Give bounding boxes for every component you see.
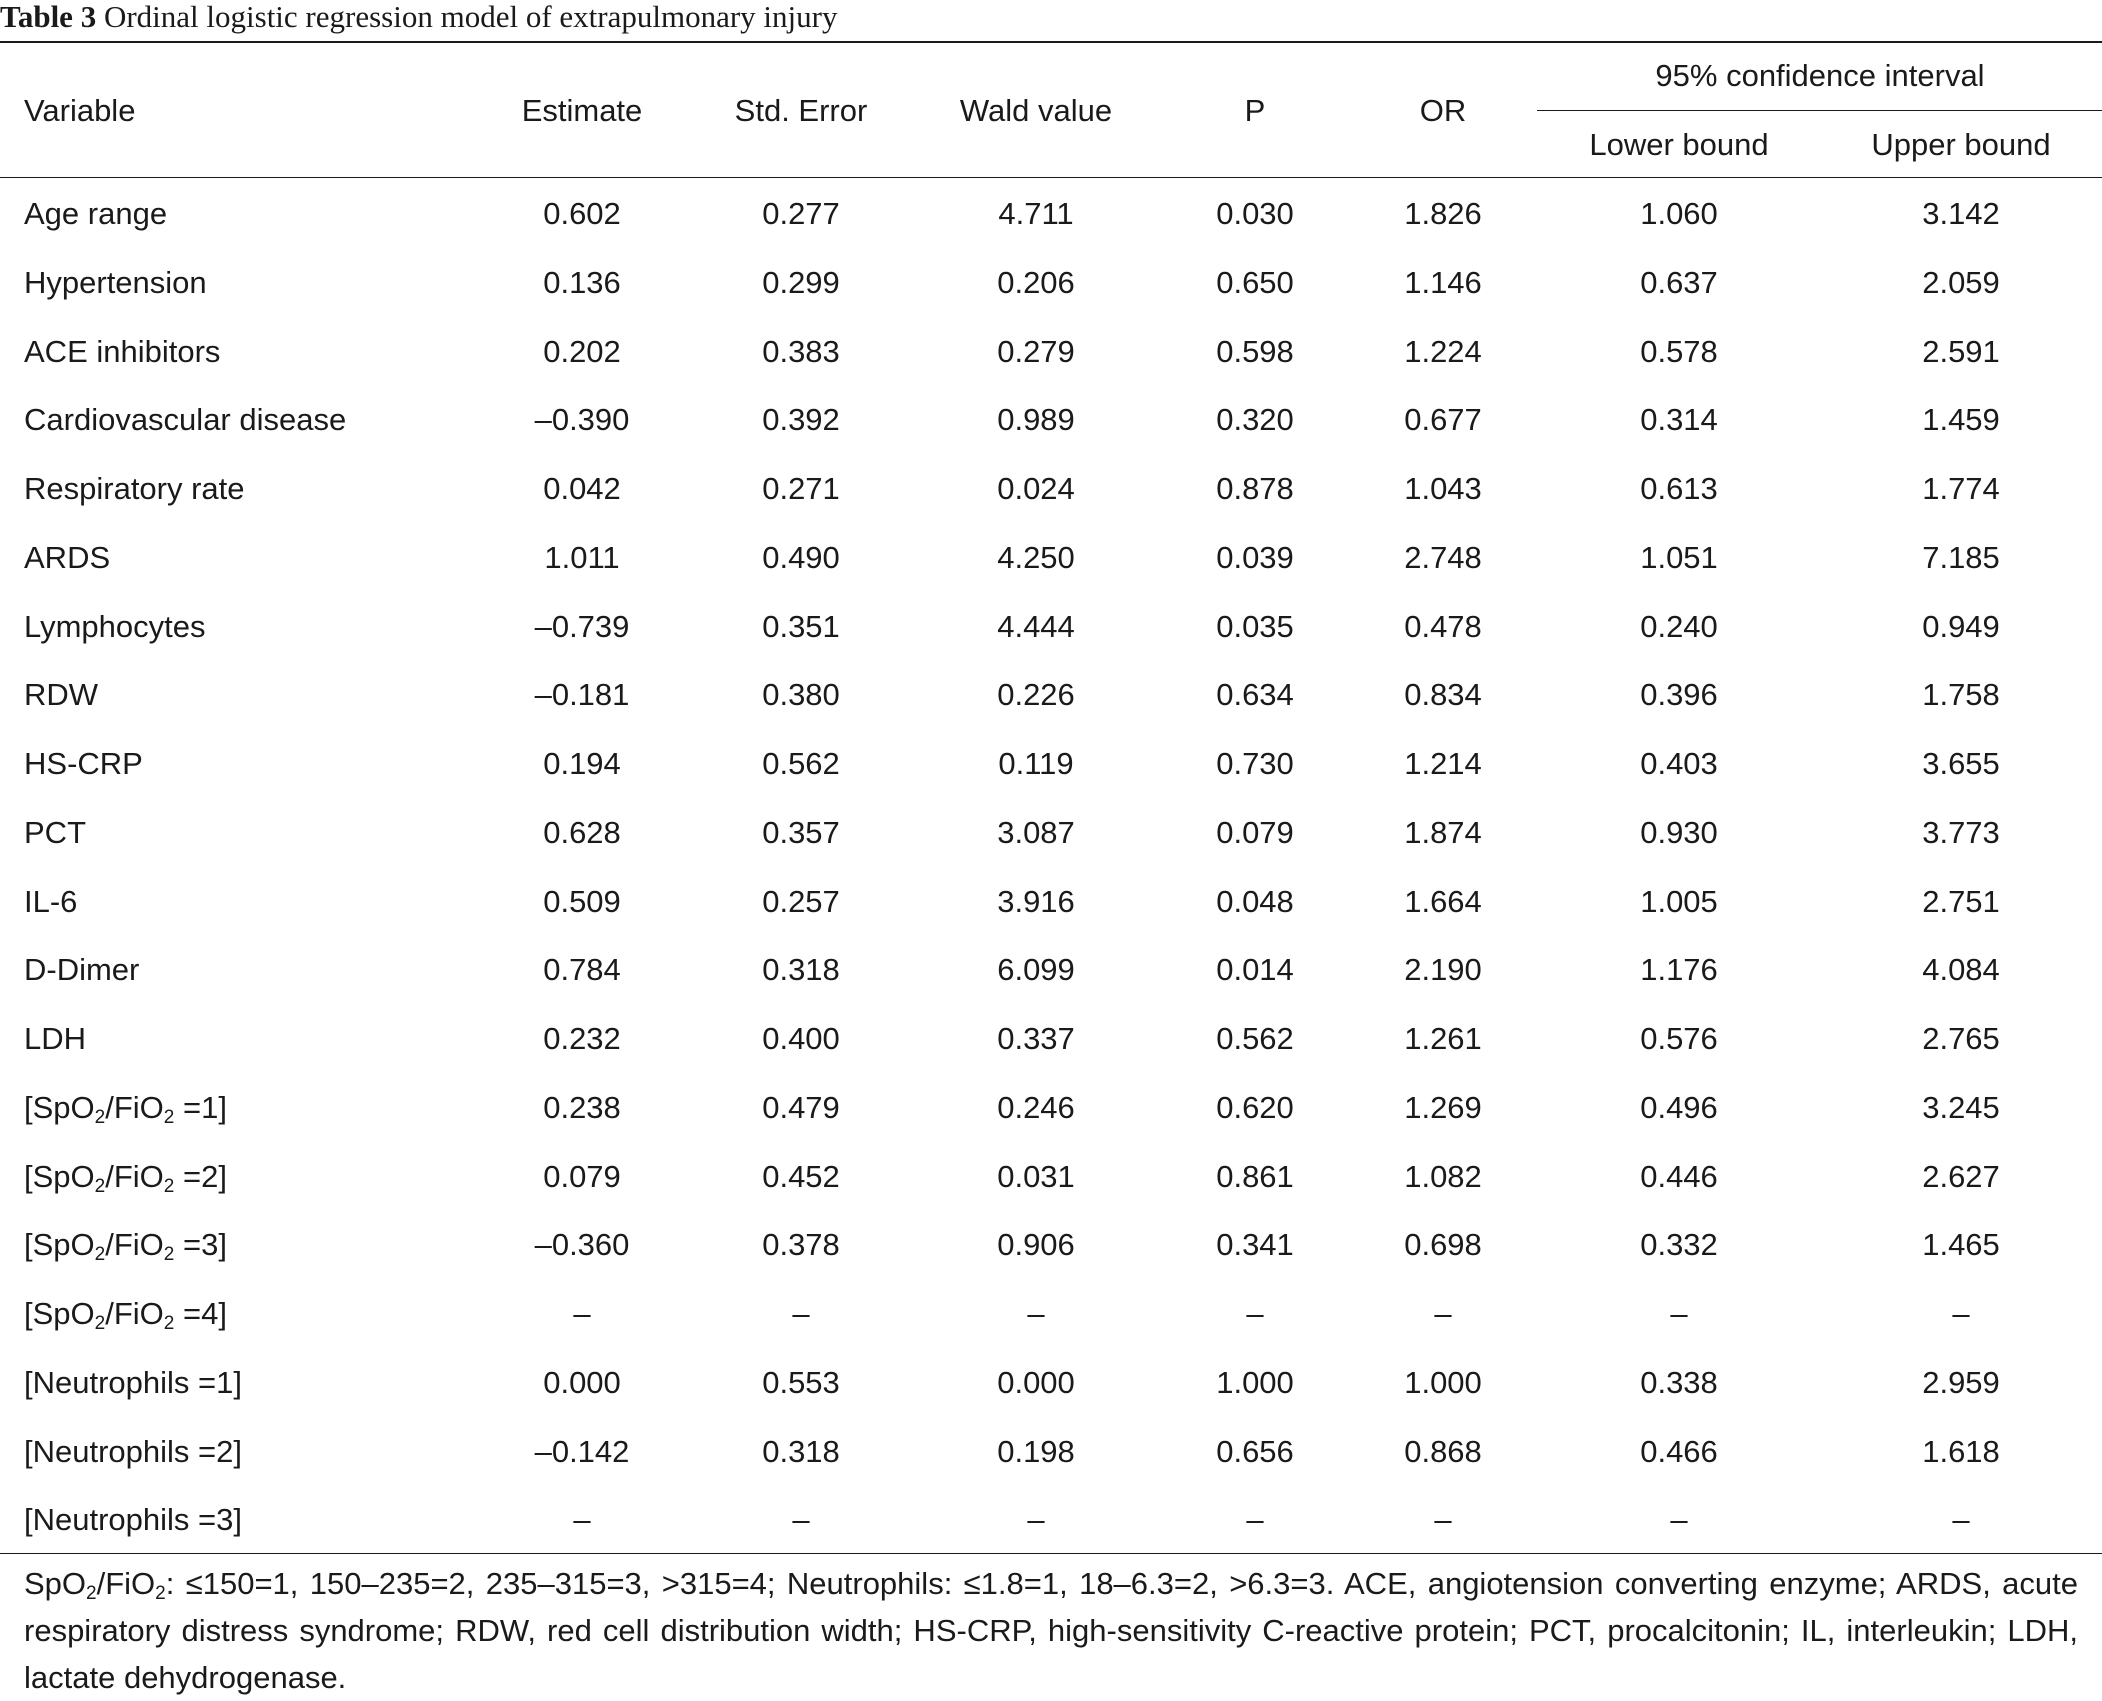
cell-or: 1.874	[1404, 815, 1482, 850]
cell-variable: ARDS	[24, 540, 111, 575]
cell-lower-bound: 1.051	[1640, 540, 1718, 575]
cell-upper-bound: 2.627	[1922, 1159, 2000, 1194]
header-lower-bound: Lower bound	[1589, 127, 1769, 162]
cell-estimate: 0.784	[543, 952, 621, 987]
cell-p: 0.341	[1216, 1227, 1294, 1262]
cell-std-error: 0.562	[762, 746, 840, 781]
cell-or: 1.261	[1404, 1021, 1482, 1056]
cell-p: 1.000	[1216, 1365, 1294, 1400]
table-caption-label: Table 3	[0, 0, 97, 34]
cell-estimate: 0.000	[543, 1365, 621, 1400]
cell-upper-bound: 3.773	[1922, 815, 2000, 850]
header-std-error: Std. Error	[734, 93, 868, 128]
cell-variable: [SpO$_2$/FiO$_2$ =3]	[24, 1227, 227, 1265]
cell-wald-value: 0.000	[997, 1365, 1075, 1400]
cell-upper-bound: 3.655	[1922, 746, 2000, 781]
cell-std-error: 0.553	[762, 1365, 840, 1400]
cell-p: 0.650	[1216, 265, 1294, 300]
cell-wald-value: 3.087	[997, 815, 1075, 850]
header-estimate: Estimate	[521, 93, 643, 128]
cell-upper-bound: 1.459	[1922, 402, 2000, 437]
cell-or: 1.826	[1404, 196, 1482, 231]
cell-variable: ACE inhibitors	[24, 334, 221, 369]
cell-or: 2.748	[1404, 540, 1482, 575]
header-variable: Variable	[24, 93, 136, 128]
cell-lower-bound: –	[1670, 1502, 1688, 1537]
cell-upper-bound: 3.142	[1922, 196, 2000, 231]
cell-variable: Age range	[24, 196, 168, 231]
cell-estimate: 0.136	[543, 265, 621, 300]
cell-std-error: 0.380	[762, 677, 840, 712]
cell-std-error: 0.299	[762, 265, 840, 300]
cell-variable: [SpO$_2$/FiO$_2$ =4]	[24, 1296, 227, 1334]
cell-variable: D-Dimer	[24, 952, 140, 987]
cell-estimate: 0.238	[543, 1090, 621, 1125]
cell-lower-bound: 0.613	[1640, 471, 1718, 506]
table-footnote	[24, 1560, 2078, 1701]
cell-upper-bound: –	[1952, 1502, 1970, 1537]
cell-p: 0.079	[1216, 815, 1294, 850]
cell-wald-value: 0.279	[997, 334, 1075, 369]
cell-std-error: 0.400	[762, 1021, 840, 1056]
cell-wald-value: 4.711	[998, 196, 1074, 231]
cell-or: 0.834	[1404, 677, 1482, 712]
cell-variable: Cardiovascular disease	[24, 402, 347, 437]
cell-p: 0.598	[1216, 334, 1294, 369]
cell-upper-bound: 2.959	[1922, 1365, 2000, 1400]
cell-lower-bound: 0.332	[1640, 1227, 1718, 1262]
cell-p: 0.320	[1216, 402, 1294, 437]
cell-variable: PCT	[24, 815, 86, 850]
cell-wald-value: –	[1027, 1296, 1045, 1331]
cell-or: 1.214	[1404, 746, 1482, 781]
cell-estimate: 1.011	[544, 540, 620, 575]
cell-wald-value: –	[1027, 1502, 1045, 1537]
cell-lower-bound: 0.338	[1640, 1365, 1718, 1400]
footnote-text: SpO$_2$/FiO$_2$: ≤150=1, 150–235=2, 235–315=3, >315=4; Neutrophils: ≤1.8=1, 18–6.3=2, >6.3=3. ACE, angiotension converting enzyme; ARDS, acute respiratory distress syndrome; RDW, red cell distribution width; HS-CRP, high-sensitivity C-reactive protein; PCT, procalcitonin; IL, interleukin; LDH, lactate dehydrogenase.	[24, 1566, 2078, 1695]
cell-p: 0.039	[1216, 540, 1294, 575]
table-bottom-rule	[0, 1553, 2102, 1554]
cell-upper-bound: 2.751	[1922, 884, 2000, 919]
cell-variable: [Neutrophils =2]	[24, 1434, 242, 1469]
cell-lower-bound: 0.240	[1640, 609, 1718, 644]
cell-estimate: 0.079	[543, 1159, 621, 1194]
cell-variable: HS-CRP	[24, 746, 143, 781]
cell-wald-value: 0.906	[997, 1227, 1075, 1262]
cell-variable: [Neutrophils =1]	[24, 1365, 242, 1400]
cell-lower-bound: 0.578	[1640, 334, 1718, 369]
cell-std-error: 0.277	[762, 196, 840, 231]
cell-wald-value: 0.119	[998, 746, 1074, 781]
cell-wald-value: 0.337	[997, 1021, 1075, 1056]
cell-or: 1.146	[1404, 265, 1482, 300]
cell-estimate: 0.194	[543, 746, 621, 781]
cell-estimate: –0.360	[534, 1227, 630, 1262]
cell-p: 0.035	[1216, 609, 1294, 644]
cell-lower-bound: 0.446	[1640, 1159, 1718, 1194]
cell-wald-value: 0.198	[997, 1434, 1075, 1469]
cell-lower-bound: 0.403	[1640, 746, 1718, 781]
cell-upper-bound: 2.059	[1922, 265, 2000, 300]
cell-or: 1.082	[1404, 1159, 1482, 1194]
cell-wald-value: 0.031	[997, 1159, 1075, 1194]
cell-or: 2.190	[1404, 952, 1482, 987]
cell-wald-value: 0.989	[997, 402, 1075, 437]
cell-wald-value: 0.024	[997, 471, 1075, 506]
cell-variable: [SpO$_2$/FiO$_2$ =2]	[24, 1159, 227, 1197]
cell-std-error: 0.271	[762, 471, 840, 506]
cell-or: –	[1434, 1502, 1452, 1537]
cell-p: 0.030	[1216, 196, 1294, 231]
cell-std-error: 0.257	[762, 884, 840, 919]
cell-estimate: 0.628	[543, 815, 621, 850]
cell-p: 0.048	[1216, 884, 1294, 919]
cell-std-error: 0.318	[762, 1434, 840, 1469]
cell-or: 1.269	[1404, 1090, 1482, 1125]
cell-wald-value: 0.206	[997, 265, 1075, 300]
cell-wald-value: 3.916	[997, 884, 1075, 919]
table-top-rule	[0, 41, 2102, 43]
cell-upper-bound: 1.465	[1922, 1227, 2000, 1262]
cell-std-error: 0.479	[762, 1090, 840, 1125]
cell-wald-value: 4.444	[997, 609, 1075, 644]
cell-upper-bound: 4.084	[1922, 952, 2000, 987]
cell-lower-bound: 0.930	[1640, 815, 1718, 850]
cell-variable: Respiratory rate	[24, 471, 245, 506]
cell-upper-bound: 7.185	[1922, 540, 2000, 575]
cell-upper-bound: 1.774	[1922, 471, 2000, 506]
cell-upper-bound: 1.758	[1922, 677, 2000, 712]
cell-p: 0.562	[1216, 1021, 1294, 1056]
cell-estimate: –	[573, 1296, 591, 1331]
cell-std-error: 0.318	[762, 952, 840, 987]
cell-estimate: 0.509	[543, 884, 621, 919]
cell-estimate: –0.181	[534, 677, 630, 712]
cell-upper-bound: –	[1952, 1296, 1970, 1331]
cell-std-error: 0.452	[762, 1159, 840, 1194]
cell-lower-bound: 0.576	[1640, 1021, 1718, 1056]
cell-p: 0.878	[1216, 471, 1294, 506]
cell-std-error: 0.383	[762, 334, 840, 369]
cell-or: 1.664	[1404, 884, 1482, 919]
cell-lower-bound: 1.060	[1640, 196, 1718, 231]
cell-estimate: –0.142	[534, 1434, 630, 1469]
cell-lower-bound: 0.496	[1640, 1090, 1718, 1125]
cell-lower-bound: 1.005	[1640, 884, 1718, 919]
cell-or: 1.043	[1404, 471, 1482, 506]
cell-lower-bound: –	[1670, 1296, 1688, 1331]
header-ci-group: 95% confidence interval	[1655, 58, 1985, 93]
cell-std-error: 0.357	[762, 815, 840, 850]
cell-wald-value: 6.099	[997, 952, 1075, 987]
cell-variable: [SpO$_2$/FiO$_2$ =1]	[24, 1090, 227, 1128]
cell-upper-bound: 2.591	[1922, 334, 2000, 369]
cell-upper-bound: 3.245	[1922, 1090, 2000, 1125]
cell-variable: Lymphocytes	[24, 609, 206, 644]
table-caption	[0, 0, 2102, 40]
cell-lower-bound: 1.176	[1640, 952, 1718, 987]
header-wald-value: Wald value	[959, 93, 1113, 128]
cell-std-error: 0.490	[762, 540, 840, 575]
cell-std-error: –	[792, 1502, 810, 1537]
cell-lower-bound: 0.466	[1640, 1434, 1718, 1469]
cell-p: 0.730	[1216, 746, 1294, 781]
cell-or: 0.698	[1404, 1227, 1482, 1262]
cell-or: 1.000	[1404, 1365, 1482, 1400]
cell-or: –	[1434, 1296, 1452, 1331]
cell-p: 0.656	[1216, 1434, 1294, 1469]
ci-group-rule	[1537, 110, 2102, 111]
cell-estimate: 0.042	[543, 471, 621, 506]
header-p: P	[1244, 93, 1266, 128]
cell-upper-bound: 2.765	[1922, 1021, 2000, 1056]
cell-p: 0.620	[1216, 1090, 1294, 1125]
cell-variable: RDW	[24, 677, 99, 712]
cell-p: –	[1246, 1502, 1264, 1537]
cell-p: 0.014	[1216, 952, 1294, 987]
cell-upper-bound: 1.618	[1922, 1434, 2000, 1469]
cell-upper-bound: 0.949	[1922, 609, 2000, 644]
cell-or: 0.478	[1404, 609, 1482, 644]
cell-estimate: 0.202	[543, 334, 621, 369]
cell-p: 0.861	[1216, 1159, 1294, 1194]
cell-p: 0.634	[1216, 677, 1294, 712]
cell-wald-value: 0.226	[997, 677, 1075, 712]
header-bottom-rule	[0, 177, 2102, 178]
table-caption-text: Ordinal logistic regression model of extrapulmonary injury	[103, 0, 838, 34]
cell-std-error: 0.378	[762, 1227, 840, 1262]
cell-variable: Hypertension	[24, 265, 207, 300]
cell-std-error: –	[792, 1296, 810, 1331]
cell-lower-bound: 0.396	[1640, 677, 1718, 712]
cell-estimate: –0.739	[534, 609, 630, 644]
cell-wald-value: 4.250	[997, 540, 1075, 575]
cell-variable: LDH	[24, 1021, 87, 1056]
header-upper-bound: Upper bound	[1871, 127, 2051, 162]
cell-or: 1.224	[1404, 334, 1482, 369]
cell-variable: IL-6	[24, 884, 78, 919]
header-or: OR	[1419, 93, 1467, 128]
cell-lower-bound: 0.314	[1640, 402, 1718, 437]
cell-p: –	[1246, 1296, 1264, 1331]
cell-estimate: –0.390	[534, 402, 630, 437]
cell-estimate: 0.602	[543, 196, 621, 231]
cell-std-error: 0.392	[762, 402, 840, 437]
cell-std-error: 0.351	[762, 609, 840, 644]
cell-estimate: 0.232	[543, 1021, 621, 1056]
cell-lower-bound: 0.637	[1640, 265, 1718, 300]
cell-wald-value: 0.246	[997, 1090, 1075, 1125]
cell-estimate: –	[573, 1502, 591, 1537]
cell-or: 0.677	[1404, 402, 1482, 437]
cell-or: 0.868	[1404, 1434, 1482, 1469]
cell-variable: [Neutrophils =3]	[24, 1502, 242, 1537]
